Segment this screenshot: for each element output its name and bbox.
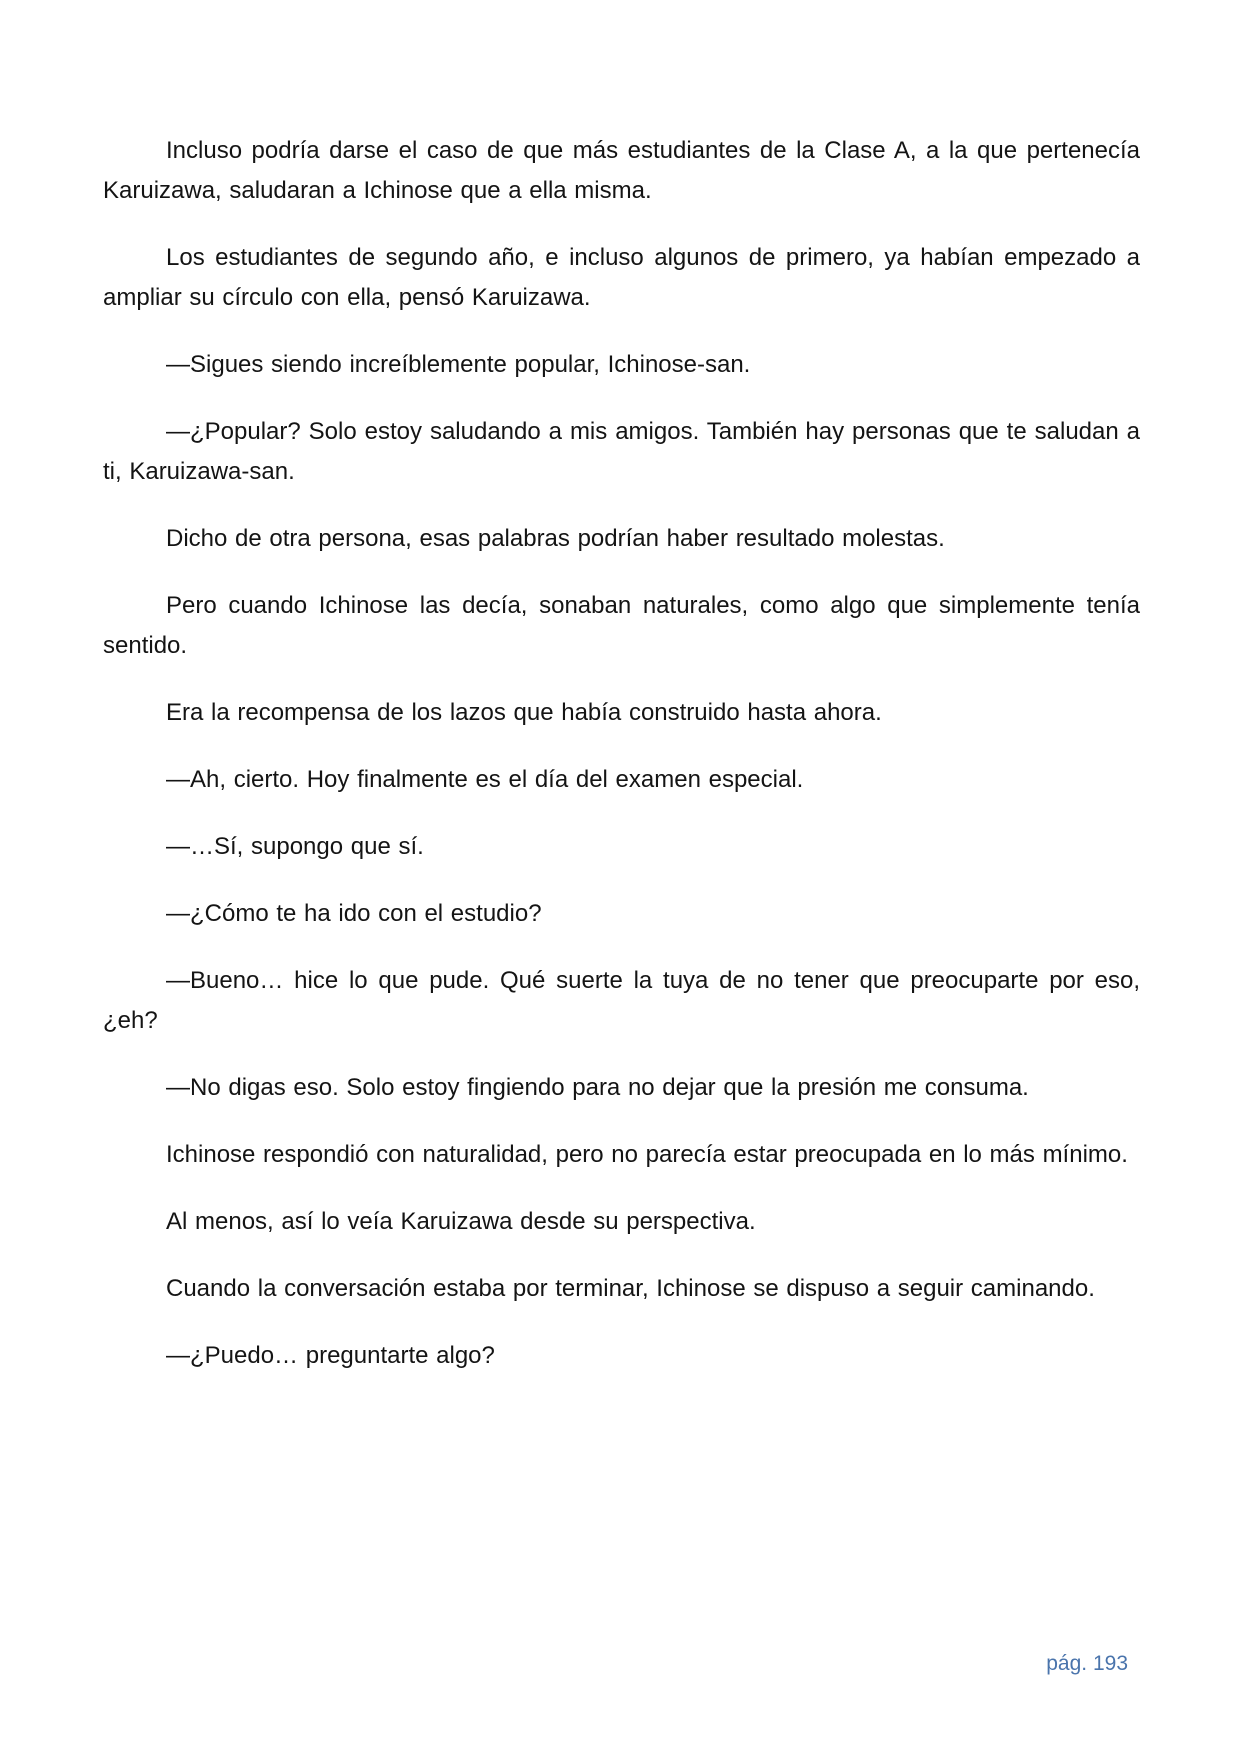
paragraph: Los estudiantes de segundo año, e incluso algunos de primero, ya habían empezado a ampliar su círculo con ella, pensó Karuizawa. (103, 244, 1140, 311)
paragraph: Era la recompensa de los lazos que había construido hasta ahora. (166, 699, 882, 726)
paragraph-dialogue: —No digas eso. Solo estoy fingiendo para no dejar que la presión me consuma. (166, 1074, 1029, 1101)
paragraph-dialogue: —¿Puedo… preguntarte algo? (166, 1342, 495, 1369)
paragraph-dialogue: —¿Cómo te ha ido con el estudio? (166, 900, 542, 927)
paragraph: Al menos, así lo veía Karuizawa desde su perspectiva. (166, 1208, 756, 1235)
paragraph: Cuando la conversación estaba por terminar, Ichinose se dispuso a seguir caminando. (166, 1275, 1095, 1302)
paragraph: Dicho de otra persona, esas palabras podrían haber resultado molestas. (166, 525, 945, 552)
paragraph-dialogue: —Ah, cierto. Hoy finalmente es el día del examen especial. (166, 766, 804, 793)
page-body-text (103, 131, 1140, 1403)
page-number: pág. 193 (1046, 1652, 1128, 1675)
paragraph: Pero cuando Ichinose las decía, sonaban naturales, como algo que simplemente tenía sentido. (103, 592, 1140, 659)
paragraph-dialogue: —Sigues siendo increíblemente popular, Ichinose-san. (166, 351, 751, 378)
paragraph-dialogue: —…Sí, supongo que sí. (166, 833, 424, 860)
paragraph-dialogue: —Bueno… hice lo que pude. Qué suerte la tuya de no tener que preocuparte por eso, ¿eh? (103, 967, 1140, 1034)
paragraph-dialogue: —¿Popular? Solo estoy saludando a mis amigos. También hay personas que te saludan a ti, Karuizawa-san. (103, 418, 1140, 485)
paragraph: Ichinose respondió con naturalidad, pero no parecía estar preocupada en lo más mínimo. (166, 1141, 1128, 1168)
paragraph: Incluso podría darse el caso de que más estudiantes de la Clase A, a la que pertenecía Karuizawa, saludaran a Ichinose que a ella misma. (103, 137, 1140, 204)
